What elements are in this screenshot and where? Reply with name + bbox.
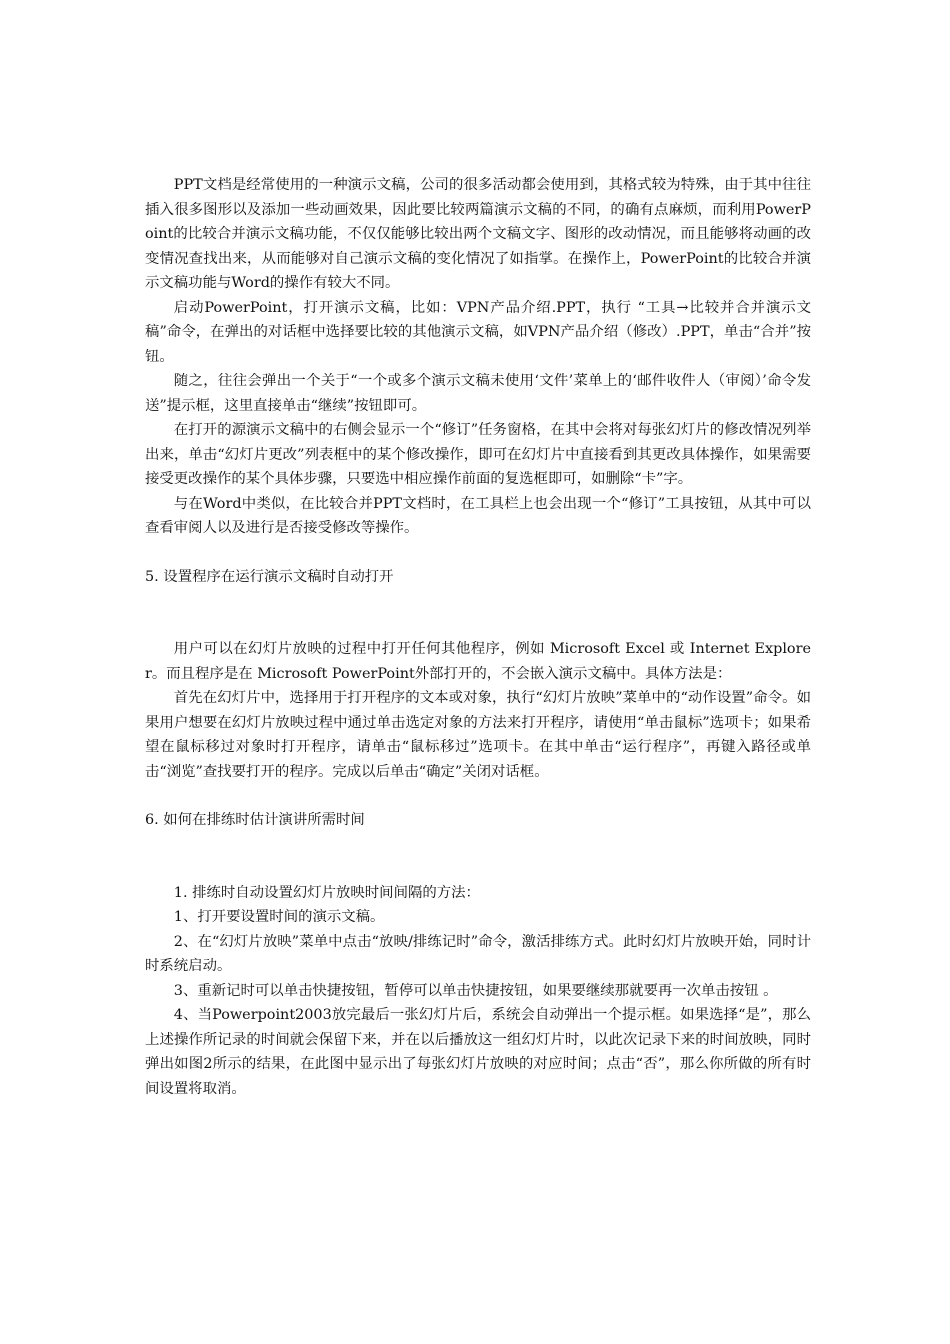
intro-paragraph-2: 启动PowerPoint，打开演示文稿，比如：VPN产品介绍.PPT，执行 “工具→比较并合并演示文稿”命令，在弹出的对话框中选择要比较的其他演示文稿，如VPN产品介绍（修改）.PPT，单击“合并”按钮。	[145, 299, 811, 365]
section-6-step-4: 4、当Powerpoint2003放完最后一张幻灯片后，系统会自动弹出一个提示框。如果选择“是”，那么上述操作所记录的时间就会保留下来，并在以后播放这一组幻灯片时，以此次记录下来的时间放映，同时弹出如图2所示的结果，在此图中显示出了每张幻灯片放映的对应时间；点击“否”，那么你所做的所有时间设置将取消。	[145, 1007, 811, 1097]
intro-paragraph-5: 与在Word中类似，在比较合并PPT文档时，在工具栏上也会出现一个“修订”工具按钮，从其中可以查看审阅人以及进行是否接受修改等操作。	[145, 495, 811, 536]
section-5-paragraph-1: 用户可以在幻灯片放映的过程中打开任何其他程序，例如 Microsoft Excel 或 Internet Explorer。而且程序是在 Microsoft PowerPoint外部打开的，不会嵌入演示文稿中。具体方法是：	[145, 641, 811, 682]
section-6-paragraph-1: 1. 排练时自动设置幻灯片放映时间间隔的方法：	[173, 884, 480, 901]
intro-paragraph-1: PPT文档是经常使用的一种演示文稿，公司的很多活动都会使用到，其格式较为特殊，由于其中往往插入很多图形以及添加一些动画效果，因此要比较两篇演示文稿的不同，的确有点麻烦，而利用PowerPoint的比较合并演示文稿功能，不仅仅能够比较出两个文稿文字、图形的改动情况，而且能够将动画的改变情况查找出来，从而能够对自己演示文稿的变化情况了如指掌。在操作上，PowerPoint的比较合并演示文稿功能与Word的操作有较大不同。	[145, 177, 811, 291]
section-6-step-3: 3、重新记时可以单击快捷按钮，暂停可以单击快捷按钮，如果要继续那就要再一次单击按钮 。	[173, 982, 778, 999]
document-body	[145, 173, 811, 1101]
section-6-step-2: 2、在“幻灯片放映”菜单中点击“放映/排练记时”命令，激活排练方式。此时幻灯片放映开始，同时计时系统启动。	[145, 933, 811, 974]
section-5-paragraph-2: 首先在幻灯片中，选择用于打开程序的文本或对象，执行“幻灯片放映”菜单中的“动作设置”命令。如果用户想要在幻灯片放映过程中通过单击选定对象的方法来打开程序，请使用“单击鼠标”选项卡；如果希望在鼠标移过对象时打开程序，请单击“鼠标移过”选项卡。在其中单击“运行程序”，再键入路径或单击“浏览”查找要打开的程序。完成以后单击“确定”关闭对话框。	[145, 690, 811, 780]
section-6-heading: 6. 如何在排练时估计演讲所需时间	[145, 812, 365, 828]
intro-paragraph-3: 随之，往往会弹出一个关于“一个或多个演示文稿未使用‘文件’菜单上的‘邮件收件人（审阅）’命令发送”提示框，这里直接单击“继续”按钮即可。	[145, 373, 811, 414]
section-5-heading: 5. 设置程序在运行演示文稿时自动打开	[145, 568, 394, 585]
intro-paragraph-4: 在打开的源演示文稿中的右侧会显示一个“修订”任务窗格，在其中会将对每张幻灯片的修改情况列举出来，单击“幻灯片更改”列表框中的某个修改操作，即可在幻灯片中直接看到其更改具体操作，如果需要接受更改操作的某个具体步骤，只要选中相应操作前面的复选框即可，如删除“卡”字。	[145, 422, 811, 487]
section-6-step-1: 1、打开要设置时间的演示文稿。	[173, 909, 385, 925]
